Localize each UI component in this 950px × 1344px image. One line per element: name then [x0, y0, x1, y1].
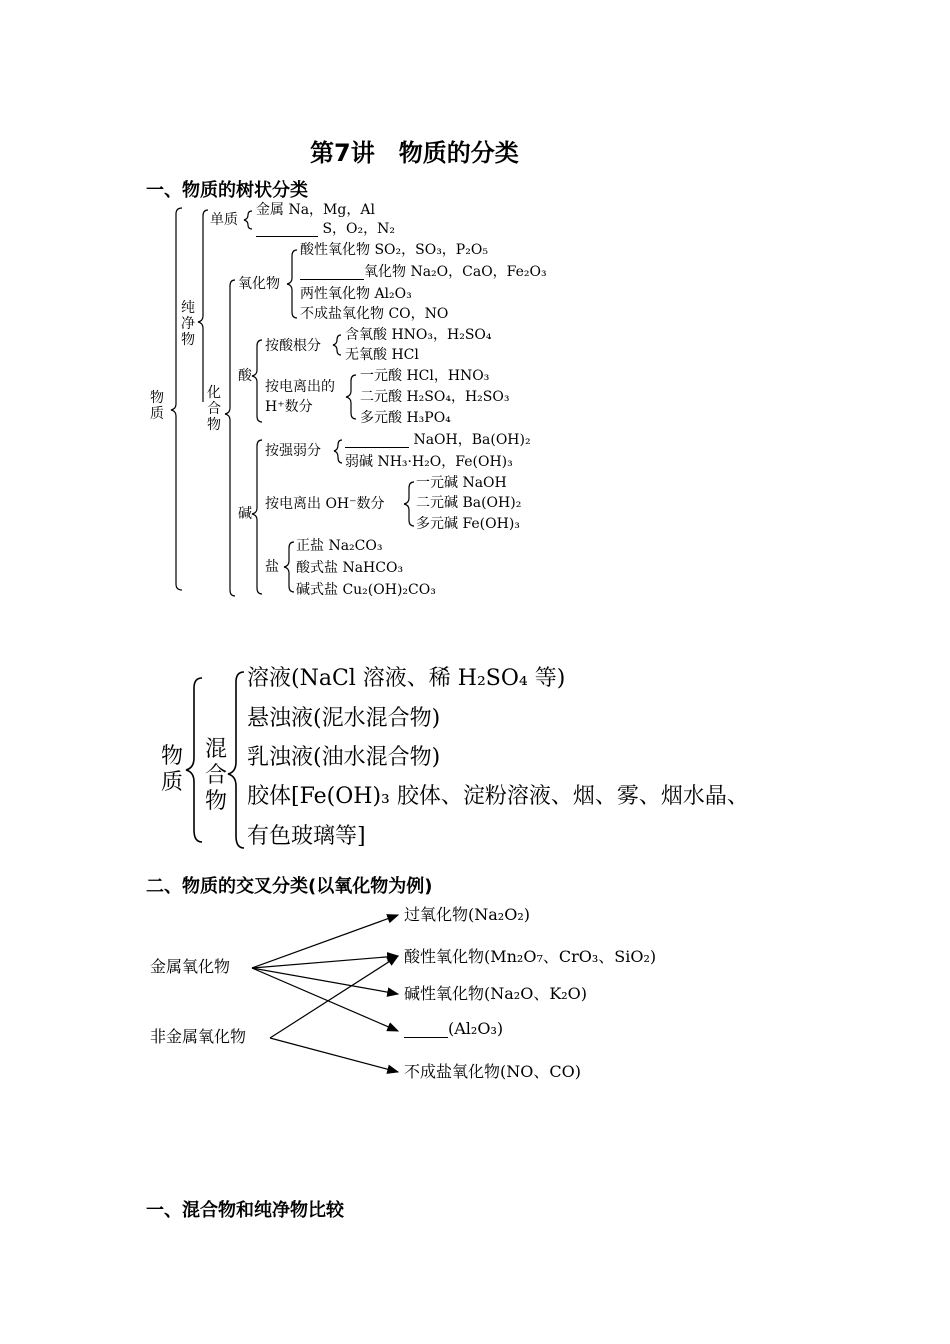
peroxide-item: 过氧化物(Na₂O₂): [404, 905, 530, 924]
fill-blank-basic-oxide: [300, 265, 364, 280]
fill-blank-amphoteric: [404, 1021, 448, 1038]
metal-oxide-label: 金属氧化物: [150, 957, 231, 976]
suspension-item: 悬浊液(泥水混合物): [247, 706, 441, 731]
acid-by-radical-label: 按酸根分: [265, 338, 321, 354]
strong-base: NaOH，Ba(OH)₂: [345, 432, 531, 448]
basic-oxide-item: 碱性氧化物(Na₂O、K₂O): [404, 984, 588, 1003]
bracket-mix-root: [186, 678, 202, 842]
bracket-acid: [252, 340, 262, 422]
emulsion-item: 乳浊液(油水混合物): [247, 745, 441, 770]
acid-by-h-label-1: 按电离出的: [265, 379, 335, 395]
monoacidic-base: 一元碱 NaOH: [416, 475, 507, 491]
oxide-label: 氧化物: [238, 276, 280, 292]
base-by-oh-label: 按电离出 OH⁻数分: [265, 496, 385, 512]
section-heading-compare: 一、混合物和纯净物比较: [146, 1200, 344, 1221]
basic-salt: 碱式盐 Cu₂(OH)₂CO₃: [296, 582, 436, 598]
non-salt-forming-oxide: 不成盐氧化物 CO，NO: [300, 306, 449, 322]
tree-root-label: 物质: [150, 390, 164, 422]
polyacidic-base: 多元碱 Fe(OH)₃: [416, 516, 520, 532]
nonmetal-element: S，O₂，N₂: [256, 221, 395, 237]
arrow-m-r3: [252, 968, 398, 994]
polyprotic-acid: 多元酸 H₃PO₄: [360, 410, 451, 426]
mixture-label: 混合物: [205, 737, 228, 814]
acidic-oxide: 酸性氧化物 SO₂，SO₃，P₂O₅: [300, 242, 488, 258]
base-label: 碱: [238, 506, 252, 522]
section-heading-tree: 一、物质的树状分类: [146, 180, 308, 201]
bracket-compound: [225, 280, 235, 596]
section-heading-cross: 二、物质的交叉分类(以氧化物为例): [146, 876, 433, 897]
colloid-item-line2: 有色玻璃等]: [247, 824, 366, 849]
acid-label: 酸: [238, 368, 252, 384]
arrow-m-r2: [252, 956, 398, 968]
bracket-pure: [198, 210, 208, 402]
monoprotic-acid: 一元酸 HCl，HNO₃: [360, 368, 490, 384]
arrow-n-r2: [270, 956, 398, 1038]
solution-item: 溶液(NaCl 溶液、稀 H₂SO₄ 等): [247, 666, 566, 691]
page-title: 第7讲 物质的分类: [310, 139, 519, 167]
bracket-root: [171, 208, 182, 590]
bracket-oxide: [287, 250, 297, 318]
acidic-oxide-item: 酸性氧化物(Mn₂O₇、CrO₃、SiO₂): [404, 947, 657, 966]
bracket-elem: [244, 211, 252, 229]
salt-label: 盐: [265, 559, 279, 575]
oxyacid: 含氧酸 HNO₃，H₂SO₄: [345, 327, 492, 343]
pure-substance-label: 纯净物: [181, 300, 195, 348]
amphoteric-oxide-item: (Al₂O₃): [404, 1020, 503, 1038]
compound-label: 化合物: [207, 385, 221, 433]
bracket-oh: [404, 482, 414, 526]
bracket-byh: [346, 375, 356, 419]
basic-oxide: 氧化物 Na₂O，CaO，Fe₂O₃: [300, 264, 547, 280]
bracket-radical: [333, 335, 341, 355]
bracket-strength: [334, 440, 342, 463]
normal-salt: 正盐 Na₂CO₃: [296, 538, 383, 554]
diprotic-acid: 二元酸 H₂SO₄，H₂SO₃: [360, 389, 510, 405]
nonmetal-oxide-label: 非金属氧化物: [150, 1027, 247, 1046]
non-salt-oxide-item: 不成盐氧化物(NO、CO): [404, 1062, 581, 1081]
arrow-m-r1: [252, 915, 398, 968]
arrow-n-r5: [270, 1038, 398, 1072]
bracket-salt: [284, 542, 294, 592]
acid-by-h-label-2: H⁺数分: [265, 399, 313, 415]
colloid-item-line1: 胶体[Fe(OH)₃ 胶体、淀粉溶液、烟、雾、烟水晶、: [247, 784, 749, 809]
arrow-m-r4: [252, 968, 398, 1031]
fill-blank-strong-base: [345, 433, 409, 448]
acid-salt: 酸式盐 NaHCO₃: [296, 560, 404, 576]
amphoteric-oxide: 两性氧化物 Al₂O₃: [300, 286, 412, 302]
element-label: 单质: [210, 212, 238, 228]
diacidic-base: 二元碱 Ba(OH)₂: [416, 495, 522, 511]
non-oxyacid: 无氧酸 HCl: [345, 347, 419, 363]
bracket-base: [252, 440, 262, 594]
mixture-root-label: 物质: [161, 744, 184, 795]
weak-base: 弱碱 NH₃·H₂O，Fe(OH)₃: [345, 454, 513, 470]
metal-element: 金属 Na，Mg，Al: [256, 202, 375, 218]
base-by-strength-label: 按强弱分: [265, 443, 321, 459]
fill-blank-nonmetal: [256, 222, 318, 237]
